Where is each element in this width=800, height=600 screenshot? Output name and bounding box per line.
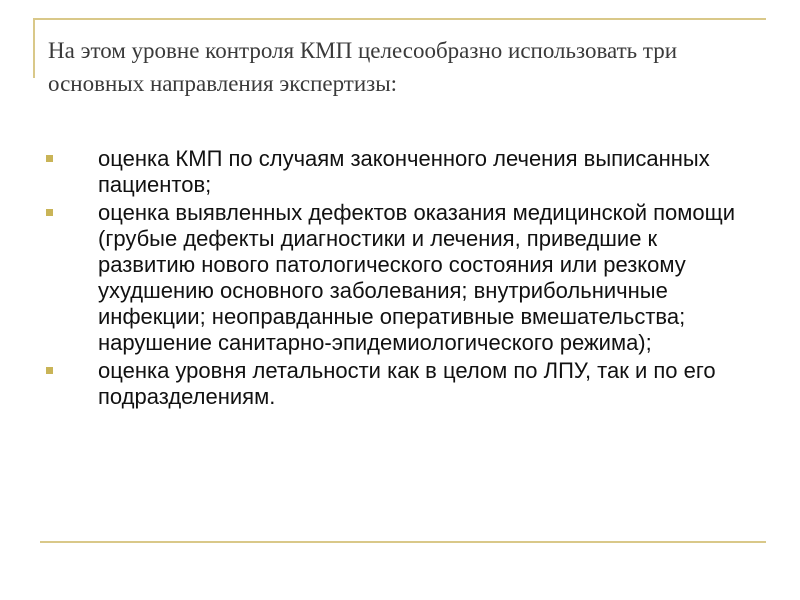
top-divider: [33, 18, 766, 20]
bullet-list: [40, 146, 760, 412]
bullet-text: оценка КМП по случаям законченного лечения выписанных пациентов;: [98, 146, 710, 197]
bullet-text: оценка выявленных дефектов оказания медицинской помощи (грубые дефекты диагностики и лечения, приведшие к развитию нового патологического состояния или резкому ухудшению основного заболевания; внутрибольничные инфекции; неоправданные оперативные вмешательства; нарушение санитарно-эпидемиологического режима);: [98, 200, 736, 355]
bullet-item-1: [40, 146, 760, 198]
square-bullet-icon: [46, 209, 53, 216]
slide-title: На этом уровне контроля КМП целесообразно использовать три основных направления экспертизы:: [48, 38, 678, 96]
square-bullet-icon: [46, 155, 53, 162]
bullet-item-2: [40, 200, 760, 356]
bottom-divider: [40, 541, 766, 543]
bullet-text: оценка уровня летальности как в целом по ЛПУ, так и по его подразделениям.: [98, 358, 716, 409]
left-accent-line: [33, 18, 35, 78]
bullet-item-3: [40, 358, 760, 410]
square-bullet-icon: [46, 367, 53, 374]
